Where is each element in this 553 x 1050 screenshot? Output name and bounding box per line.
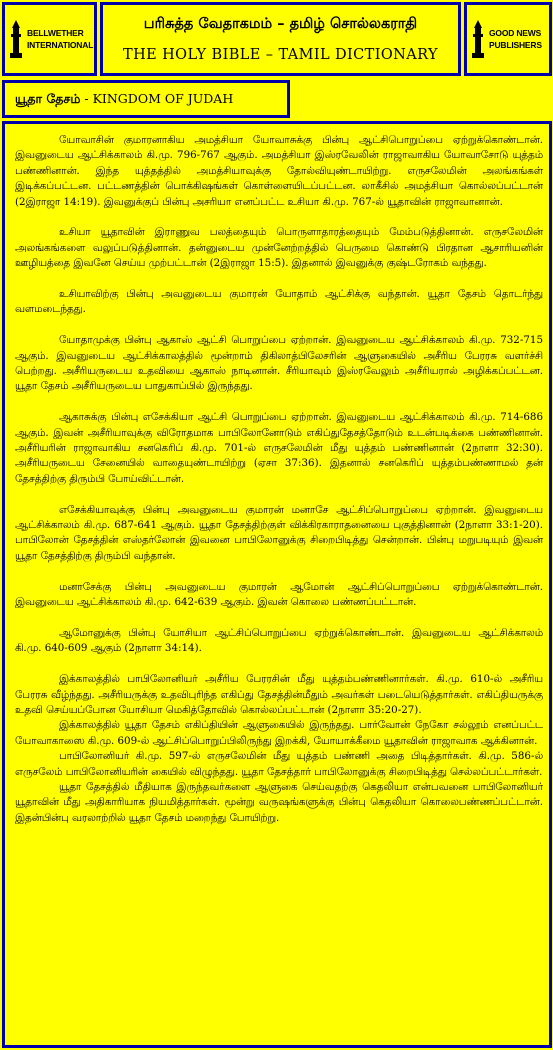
entry-content-box xyxy=(2,121,552,1048)
entry-heading-separator: - xyxy=(80,91,93,106)
logo-left-line2: INTERNATIONAL xyxy=(27,40,94,50)
good-news-logo-box xyxy=(464,2,552,76)
paragraph: யோதாமுக்கு பின்பு ஆகாஸ் ஆட்சி பொறுப்பை ஏற்றான். இவனுடைய ஆட்சிக்காலம் கி.மு. 732-715 ஆகும். இவனுடைய ஆட்சிக்காலத்தில் மூன்றாம் திகிலாத்பிலேசரின் ஆளுகையில் அசீரிய பேரரசு வளர்ச்சி பெற்றது. அசீரியருடைய உதவியை ஆகாஸ் நாடினான். சீரியாவும் இஸ்ரவேலும் அசீரியரால் அழிக்கப்பட்டன. யூதா தேசம் அசீரியருடைய பாதுகாப்பில் இருந்தது. xyxy=(15,334,543,393)
paragraph: யோவாசின் குமாரனாகிய அமத்சியா யோவாசுக்கு பின்பு ஆட்சிபொறுப்பை ஏற்றுக்கொண்டான். இவனுடைய ஆட்சிக்காலம் கி.மு. 796-767 ஆகும். அமத்சியா இஸ்ரவேலின் ராஜாவாகிய யோவாசோடு யுத்தம் பண்ணினான். இந்த யுத்தத்தில் அமத்சியாவுக்கு தோல்வியுண்டாயிற்று. எருசலேமின் அலங்கங்கள் இடிக்கப்பட்டன. பட்டணத்தின் பொக்கிஷங்கள் கொள்ளையிடப்பட்டன. லாகீசில் அமத்சியா கொல்லப்பட்டான் (2இராஜா 14:19). இவனுக்குப் பின்பு அசரியா எனப்பட்ட உசியா கி.மு. 767-ல் யூதாவின் ராஜாவானான். xyxy=(15,134,543,208)
bellwether-logo-box xyxy=(2,2,97,76)
paragraph: எசேக்கியாவுக்கு பின்பு அவனுடைய குமாரன் மனாசே ஆட்சிப்பொறுப்பை ஏற்றான். இவனுடைய ஆட்சிக்காலம் கி.மு. 687-641 ஆகும். யூதா தேசத்திற்குள் விக்கிரகாராதனையை புகுத்தினான் (2நாளா 33:1-20). பாபிலோன் தேசத்தின் எஸ்தர்லோன் இவனை பாபிலோனுக்கு சிறைபிடித்து சென்றான். பின்பு மறுபடியும் இவன் யூதா தேசத்திற்கு திரும்பி வந்தான். xyxy=(15,503,543,562)
entry-heading-box xyxy=(2,80,290,118)
logo-right-line2: PUBLISHERS xyxy=(489,40,542,50)
entry-heading xyxy=(15,91,233,108)
paragraph: இக்காலத்தில் பாபிலோனியர் அசீரிய பேரரசின் மீது யுத்தம்பண்ணினார்கள். கி.மு. 610-ல் அசீரிய பேரரசு வீழ்ந்தது. அசீரியருக்கு உதவிபுரிந்த எகிப்து தேசத்தின்மீதும் அவர்கள் படையெடுத்தார்கள். எகிப்தியருக்கு உதவி செய்யப்போன யோசியா மெகித்தோவில் கொல்லப்பட்டான் (2நாளா 35:20-27). xyxy=(15,673,543,716)
paragraph: பாபிலோனியர் கி.மு. 597-ல் எருசலேமின் மீது யுத்தம் பண்ணி அதை பிடித்தார்கள். கி.மு. 586-ல் எருசலேம் பாபிலோனியரின் கையில் விழுந்தது. யூதா தேசத்தார் பாபிலோனுக்கு சிறைபிடித்து செல்லப்பட்டார்கள். xyxy=(15,750,543,778)
paragraph: இக்காலத்தில் யூதா தேசம் எகிப்தியின் ஆளுகையில் இருந்தது. பார்வோன் நேகோ சல்லூம் எனப்பட்ட யோவாகாஸை கி.மு. 609-ல் ஆட்சிப்பொறுப்பிலிருந்து இறக்கி, யோயாக்கீமை யூதாவின் ராஜாவாக ஆக்கினான். xyxy=(15,719,543,747)
tower-icon xyxy=(9,19,23,59)
paragraph: யூதா தேசத்தில் மீதியாக இருந்தவர்களை ஆளுகை செய்வதற்கு கெதலியா என்பவனை பாபிலோனியர் யூதாவின் மீது அதிகாரியாக நியமித்தார்கள். மூன்று வருஷங்களுக்கு பின்பு கெதலியா கொலைபண்ணப்பட்டான். இதன்பின்பு வரலாற்றில் யூதா தேசம் மறைந்து போயிற்று. xyxy=(15,780,543,824)
paragraph: ஆகாசுக்கு பின்பு எசேக்கியா ஆட்சி பொறுப்பை ஏற்றான். இவனுடைய ஆட்சிக்காலம் கி.மு. 714-686 ஆகும். இவன் அசீரியாவுக்கு விரோதமாக பாபிலோனோடும் எகிப்துதேசத்தோடும் உடன்படிக்கை பண்ணினான். அசீரியரின் ராஜாவாகிய சனகெரிப் கி.மு. 701-ல் எருசலேமின் மீது யுத்தம் பண்ணினான் (2நாளா 32:30). அசீரியருடைய சேனையில் வாதையுண்டாயிற்று (ஏசா 37:36). இதனால் சனகெரிப் யுத்தம்பண்ணாமல் தன் தேசத்திற்கு திரும்பி போய்விட்டான். xyxy=(15,411,543,485)
logo-left-line1: BELLWETHER xyxy=(27,28,84,38)
paragraph: உசியாவிற்கு பின்பு அவனுடைய குமாரன் யோதாம் ஆட்சிக்கு வந்தான். யூதா தேசம் தொடர்ந்து வளமடைந்தது. xyxy=(15,288,543,316)
entry-heading-tamil: யூதா தேசம் xyxy=(15,91,81,106)
title-english: THE HOLY BIBLE – TAMIL DICTIONARY xyxy=(123,47,438,63)
paragraph: ஆமோனுக்கு பின்பு யோசியா ஆட்சிப்பொறுப்பை ஏற்றுக்கொண்டான். இவனுடைய ஆட்சிக்காலம் கி.மு. 640-609 ஆகும் (2நாளா 34:14). xyxy=(15,626,543,655)
paragraph: உசியா யூதாவின் இராணுவ பலத்தையும் பொருளாதாரத்தையும் மேம்படுத்தினான். எருசலேமின் அலங்கங்களை வலுப்படுத்தினான். தன்னுடைய முன்னேற்றத்தில் பெருமை கொண்டு பிரதான ஆசாரியனின் ஊழியத்தை இவனே செய்ய முற்பட்டான் (2இராஜா 15:5). இதனால் இவனுக்கு குஷ்டரோகம் வந்தது. xyxy=(15,226,543,270)
logo-right-line1: GOOD NEWS xyxy=(489,28,542,38)
title-box xyxy=(100,2,461,76)
paragraph: மனாசேக்கு பின்பு அவனுடைய குமாரன் ஆமோன் ஆட்சிப்பொறுப்பை ஏற்றுக்கொண்டான். இவனுடைய ஆட்சிக்காலம் கி.மு. 642-639 ஆகும். இவன் கொலை பண்ணப்பட்டான். xyxy=(15,580,543,609)
entry-heading-english: KINGDOM OF JUDAH xyxy=(92,91,234,106)
tower-icon xyxy=(471,19,485,59)
title-tamil: பரிசுத்த வேதாகமம் – தமிழ் சொல்லகராதி xyxy=(143,15,418,32)
entry-content xyxy=(15,133,543,826)
